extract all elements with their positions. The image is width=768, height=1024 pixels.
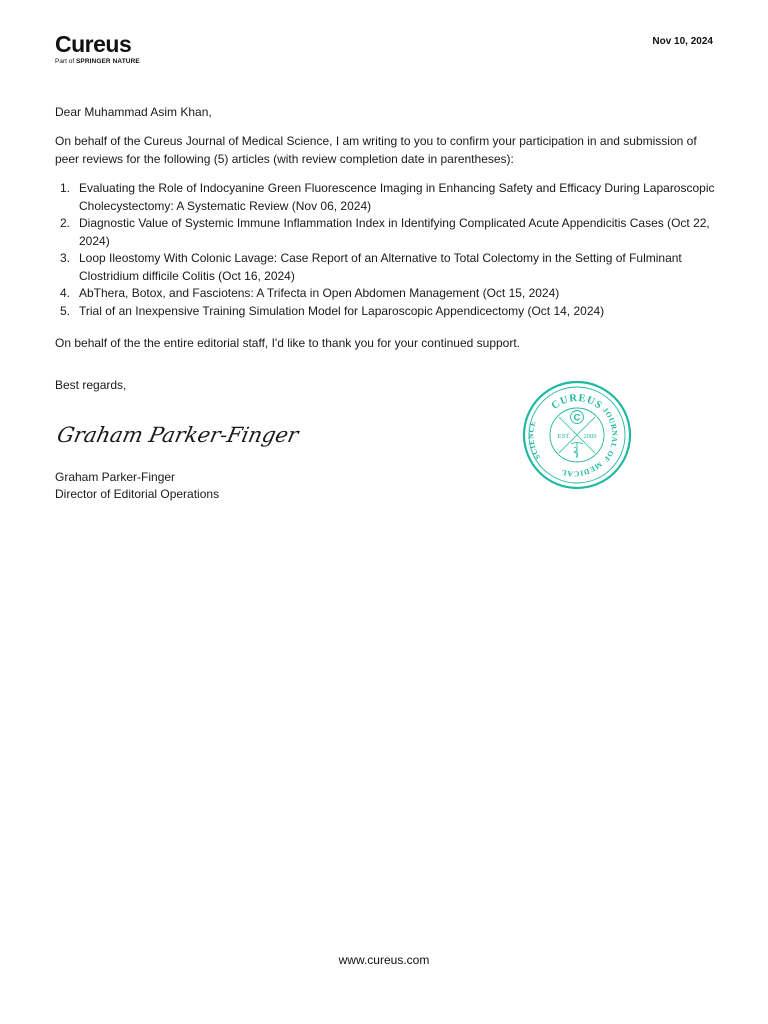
- seal-year: 2009: [583, 433, 597, 440]
- logo-subtitle: [55, 58, 140, 66]
- seal-est: EST.: [557, 433, 571, 440]
- caduceus-icon: [571, 442, 583, 458]
- logo-subtitle-prefix: Part of: [55, 58, 75, 65]
- seal-left-arc: SCIENCE: [526, 419, 543, 462]
- signer-name: Graham Parker-Finger: [55, 470, 176, 484]
- thanks-paragraph: On behalf of the the entire editorial staff, I'd like to thank you for your continued support.: [55, 336, 521, 350]
- list-item-number: 3.: [60, 251, 71, 265]
- list-item-number: 2.: [60, 216, 71, 230]
- article-list: [55, 180, 720, 320]
- list-item: [55, 215, 720, 250]
- seal-top-arc: CUREUS: [549, 392, 605, 412]
- list-item-number: 4.: [60, 286, 71, 300]
- seal-center-letter: C: [573, 412, 581, 423]
- footer-url: www.cureus.com: [338, 953, 430, 967]
- letter-date: Nov 10, 2024: [652, 36, 713, 47]
- logo-wordmark: Cureus: [55, 31, 132, 57]
- list-item: [55, 250, 720, 285]
- list-item: [55, 303, 720, 321]
- list-item-number: 5.: [60, 303, 71, 318]
- logo-subtitle-partner: SPRINGER NATURE: [75, 58, 140, 65]
- list-item-text: AbThera, Botox, and Fasciotens: A Trifecta in Open Abdomen Management (Oct 15, 2024): [79, 286, 560, 300]
- list-item-text: Diagnostic Value of Systemic Immune Inflammation Index in Identifying Complicated Acute Appendicitis Cases (Oct 22, 2024): [79, 216, 710, 248]
- list-item-number: 1.: [60, 181, 71, 195]
- intro-paragraph: On behalf of the Cureus Journal of Medical Science, I am writing to you to confirm your participation in and submission of peer reviews for the following (5) articles (with review completion date in parentheses):: [55, 134, 697, 166]
- handwritten-signature: [54, 414, 301, 454]
- list-item-text: Loop Ileostomy With Colonic Lavage: Case Report of an Alternative to Total Colectomy in the Setting of Fulminant Clostridium difficile Colitis (Oct 16, 2024): [79, 251, 682, 283]
- seal-bottom-arc: MEDICAL: [559, 459, 604, 479]
- list-item-text: Trial of an Inexpensive Training Simulation Model for Laparoscopic Appendicectomy (Oct 14, 2024): [79, 303, 605, 318]
- list-item: [55, 285, 720, 303]
- signature-glyphs: Graham Parker-Finger: [54, 423, 301, 448]
- closing-line: Best regards,: [55, 378, 127, 392]
- list-item-text: Evaluating the Role of Indocyanine Green Fluorescence Imaging in Enhancing Safety and Efficacy During Laparoscopic Cholecystectomy: A Systematic Review (Nov 06, 2024): [79, 181, 715, 213]
- seal-right-arc: JOURNAL OF: [600, 405, 620, 465]
- greeting: Dear Muhammad Asim Khan,: [55, 105, 212, 119]
- journal-seal: [522, 380, 632, 490]
- list-item: [55, 180, 720, 215]
- signer-title: Director of Editorial Operations: [55, 487, 220, 501]
- cureus-logo: [55, 33, 140, 66]
